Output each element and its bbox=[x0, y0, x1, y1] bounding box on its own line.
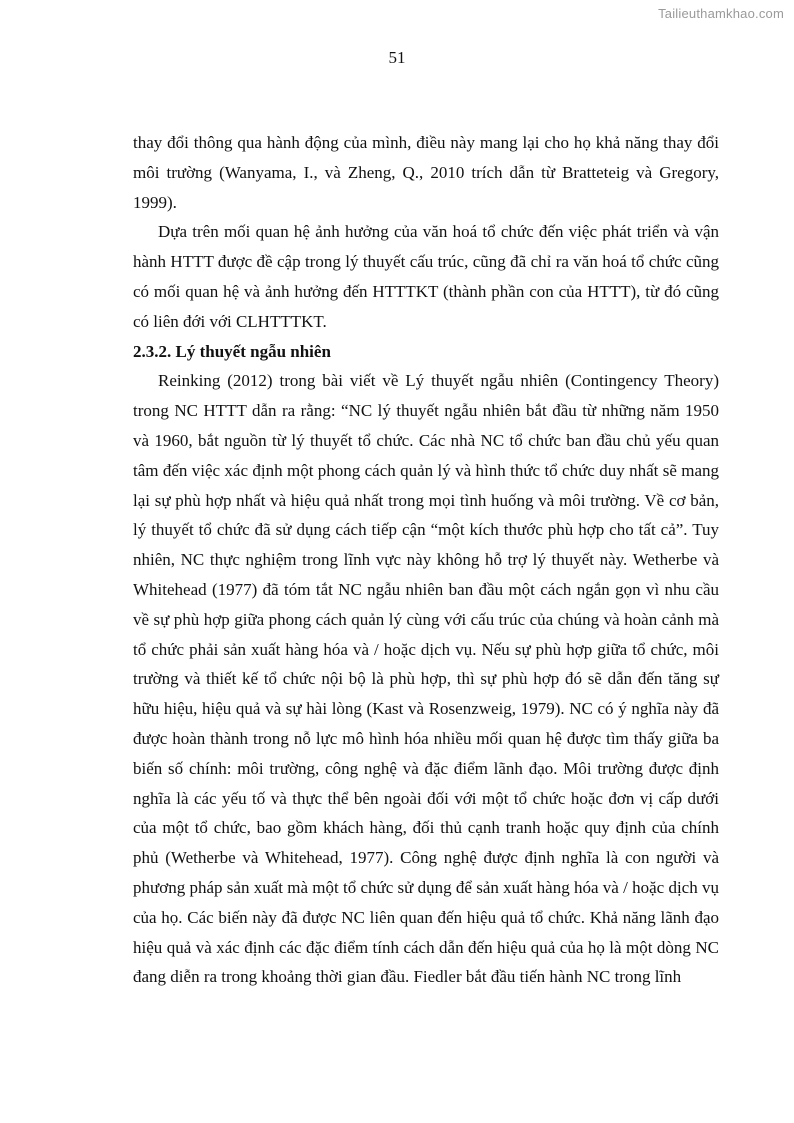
page-number: 51 bbox=[388, 48, 406, 67]
watermark-text: Tailieuthamkhao.com bbox=[658, 6, 784, 21]
document-body bbox=[133, 128, 719, 992]
section-heading: 2.3.2. Lý thuyết ngẫu nhiên bbox=[133, 341, 331, 361]
paragraph-contingency-theory: Reinking (2012) trong bài viết về Lý thuyết ngẫu nhiên (Contingency Theory) trong NC HTTT dẫn ra rằng: “NC lý thuyết ngẫu nhiên bắt đầu từ những năm 1950 và 1960, bắt nguồn từ lý thuyết tổ chức. Các nhà NC tổ chức ban đầu chủ yếu quan tâm đến việc xác định một phong cách quản lý và hình thức tổ chức duy nhất sẽ mang lại sự phù hợp nhất và hiệu quả nhất trong mọi tình huống và môi trường. Về cơ bản, lý thuyết tổ chức đã sử dụng cách tiếp cận “một kích thước phù hợp cho tất cả”. Tuy nhiên, NC thực nghiệm trong lĩnh vực này không hỗ trợ lý thuyết này. Wetherbe và Whitehead (1977) đã tóm tắt NC ngẫu nhiên ban đầu một cách ngắn gọn vì nhu cầu về sự phù hợp giữa phong cách quản lý cùng với cấu trúc của chúng và hoàn cảnh mà tổ chức phải sản xuất hàng hóa và / hoặc dịch vụ. Nếu sự phù hợp giữa tổ chức, môi trường và thiết kế tổ chức nội bộ là phù hợp, thì sự phù hợp đó sẽ dẫn đến tăng sự hữu hiệu, hiệu quả và sự hài lòng (Kast và Rosenzweig, 1979). NC có ý nghĩa này đã được hoàn thành trong nỗ lực mô hình hóa nhiều mối quan hệ được tìm thấy giữa ba biến số chính: môi trường, công nghệ và đặc điểm lãnh đạo. Môi trường được định nghĩa là các yếu tố và thực thể bên ngoài đối với một tổ chức hoặc đơn vị cấp dưới của một tổ chức, bao gồm khách hàng, đối thủ cạnh tranh hoặc quy định của chính phủ (Wetherbe và Whitehead, 1977). Công nghệ được định nghĩa là con người và phương pháp sản xuất mà một tổ chức sử dụng để sản xuất hàng hóa và / hoặc dịch vụ của họ. Các biến này đã được NC liên quan đến hiệu quả tổ chức. Khả năng lãnh đạo hiệu quả và xác định các đặc điểm tính cách dẫn đến hiệu quả của họ là một dòng NC đang diễn ra trong khoảng thời gian đầu. Fiedler bắt đầu tiến hành NC trong lĩnh bbox=[133, 371, 719, 987]
paragraph-continuation: thay đổi thông qua hành động của mình, điều này mang lại cho họ khả năng thay đổi môi trường (Wanyama, I., và Zheng, Q., 2010 trích dẫn từ Bratteteig và Gregory, 1999). bbox=[133, 133, 719, 212]
paragraph-structure-theory: Dựa trên mối quan hệ ảnh hưởng của văn hoá tổ chức đến việc phát triển và vận hành HTTT được đề cập trong lý thuyết cấu trúc, cũng đã chỉ ra văn hoá tổ chức cũng có mối quan hệ và ảnh hưởng đến HTTTKT (thành phần con của HTTT), từ đó cũng có liên đới với CLHTTTKT. bbox=[133, 222, 719, 331]
